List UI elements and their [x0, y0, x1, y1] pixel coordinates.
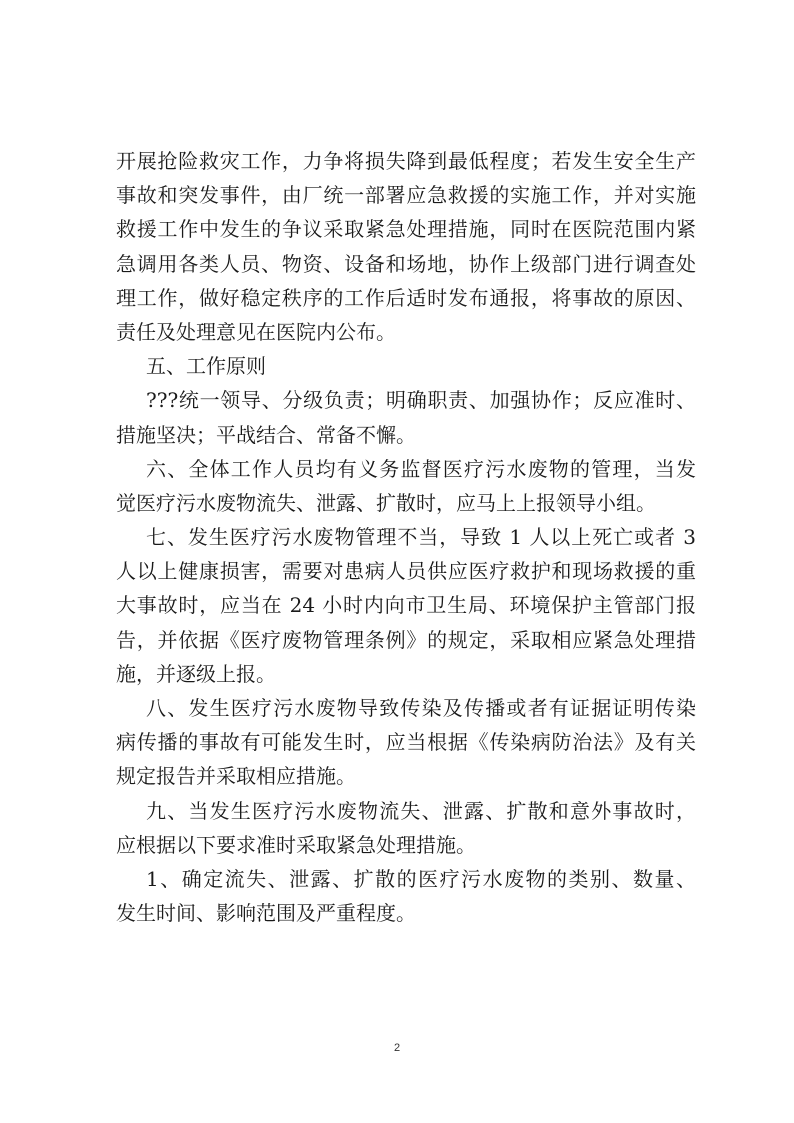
text-line: 救援工作中发生的争议采取紧急处理措施，同时在医院范围内紧 [116, 217, 696, 242]
text-line: 六、全体工作人员均有义务监督医疗污水废物的管理，当发 [146, 456, 696, 481]
body-text [116, 144, 696, 930]
text-line: 责任及处理意见在医院内公布。 [116, 319, 396, 344]
text-line: 大事故时，应当在 24 小时内向市卫生局、环境保护主管部门报 [116, 593, 696, 618]
page-number: 2 [393, 1042, 401, 1054]
text-line: 事故和突发事件，由厂统一部署应急救援的实施工作，并对实施 [116, 183, 696, 208]
text-line: ???统一领导、分级负责；明确职责、加强协作；反应准时、 [146, 388, 696, 413]
text-line: 理工作，做好稳定秩序的工作后适时发布通报，将事故的原因、 [116, 285, 696, 310]
text-line: 觉医疗污水废物流失、泄露、扩散时，应马上上报领导小组。 [116, 490, 656, 515]
text-line: 规定报告并采取相应措施。 [116, 764, 356, 789]
text-line: 告，并依据《医疗废物管理条例》的规定，采取相应紧急处理措 [116, 627, 696, 652]
text-line: 急调用各类人员、物资、设备和场地，协作上级部门进行调查处 [116, 251, 696, 276]
text-line: 施，并逐级上报。 [116, 661, 276, 686]
text-line: 七、发生医疗污水废物管理不当，导致 1 人以上死亡或者 3 [146, 525, 696, 550]
section-heading: 五、工作原则 [146, 354, 266, 379]
text-line: 病传播的事故有可能发生时，应当根据《传染病防治法》及有关 [116, 730, 696, 755]
text-line: 应根据以下要求准时采取紧急处理措施。 [116, 832, 476, 857]
text-line: 1、确定流失、泄露、扩散的医疗污水废物的类别、数量、 [146, 866, 696, 891]
text-line: 发生时间、影响范围及严重程度。 [116, 901, 416, 926]
text-line: 人以上健康损害，需要对患病人员供应医疗救护和现场救援的重 [116, 559, 696, 584]
text-line: 八、发生医疗污水废物导致传染及传播或者有证据证明传染 [146, 696, 696, 720]
text-line: 措施坚决；平战结合、常备不懈。 [116, 422, 416, 447]
text-line: 开展抢险救灾工作，力争将损失降到最低程度；若发生安全生产 [116, 149, 696, 173]
text-line: 九、当发生医疗污水废物流失、泄露、扩散和意外事故时， [146, 798, 696, 823]
